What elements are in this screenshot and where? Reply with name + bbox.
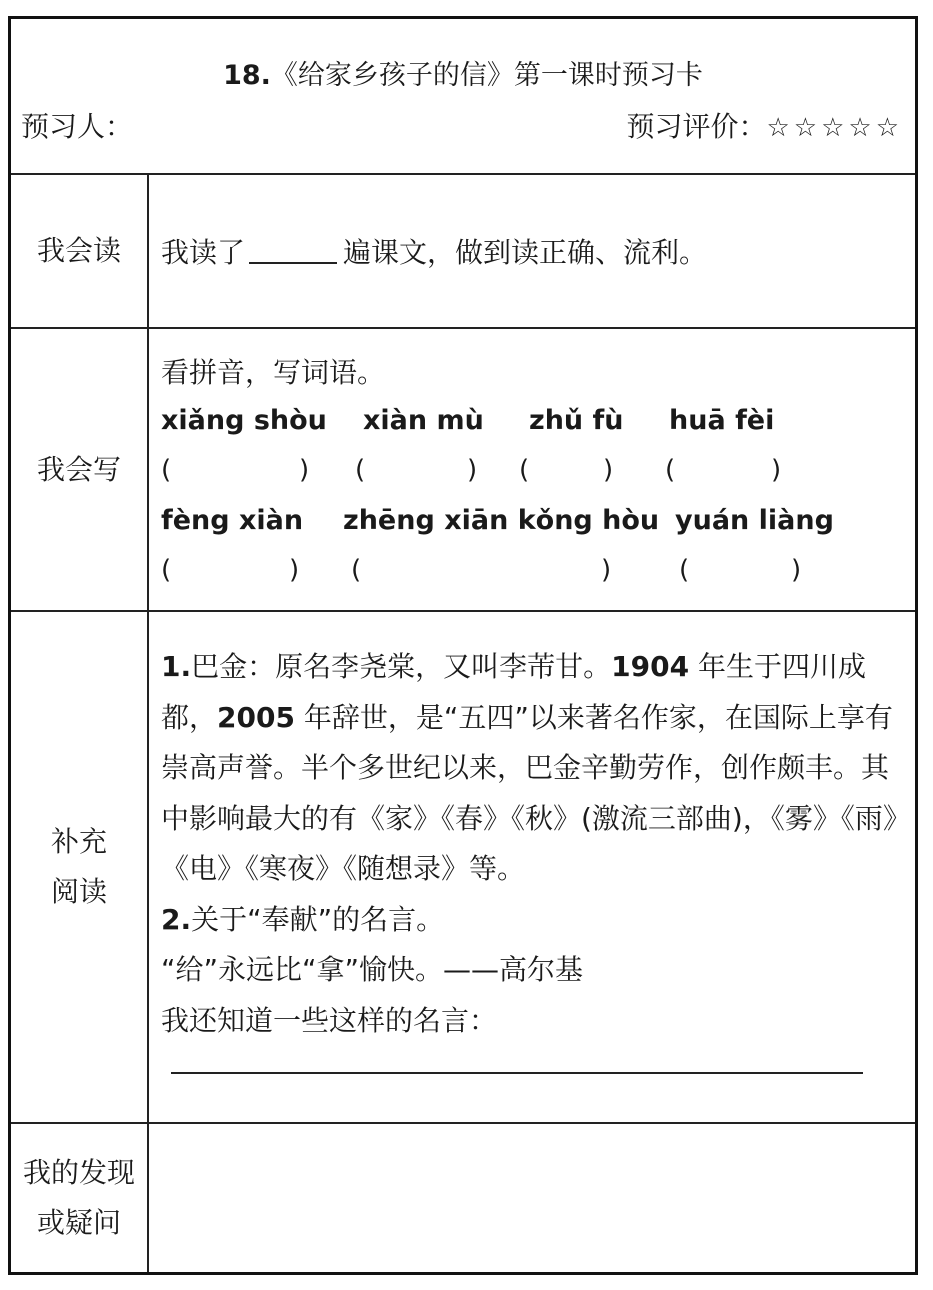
extra-reading-row: [11, 612, 915, 1124]
item-1-part-b: 年生于四川成都，: [161, 650, 866, 734]
pinyin-zhu-fu: zhǔ fù: [529, 405, 624, 436]
paren-open: (: [351, 555, 362, 585]
read-sentence: [161, 231, 707, 271]
quote: “给”永远比“拿”愉快。——高尔基: [161, 953, 584, 986]
paren-open: (: [519, 455, 530, 485]
extra-reading-label: [11, 612, 149, 1122]
discover-answer-area[interactable]: [161, 1124, 905, 1272]
paren-close: ): [601, 555, 612, 585]
quote-prompt: 我还知道一些这样的名言：: [161, 1003, 498, 1037]
pinyin-yuan-liang: yuán liàng: [675, 505, 834, 536]
paren-open: (: [679, 555, 690, 585]
discover-label-line1: 我的发现: [22, 1156, 135, 1189]
extra-label-line2: 阅读: [50, 875, 107, 908]
item-2-text: 关于“奉献”的名言。: [191, 902, 445, 936]
paren-open: (: [355, 455, 366, 485]
pinyin-hua-fei: huā fèi: [669, 405, 775, 436]
item-1-part-a: 巴金：原名李尧棠，又叫李芾甘。: [191, 650, 612, 683]
rating-label: 预习评价：: [626, 110, 767, 143]
paren-open: (: [161, 455, 172, 485]
paren-close: ): [791, 555, 802, 585]
item-2-number: 2.: [161, 902, 192, 936]
paren-close: ): [467, 455, 478, 485]
discover-row: [11, 1124, 915, 1272]
header-row: [11, 19, 915, 175]
pinyin-zheng-xian-kong-hou: zhēng xiān kǒng hòu: [343, 505, 660, 536]
extra-reading-content: [161, 612, 905, 1122]
pinyin-xian-mu: xiàn mù: [363, 405, 484, 436]
rating-stars[interactable]: ☆☆☆☆☆: [766, 113, 903, 143]
write-label: 我会写: [11, 329, 149, 610]
extra-label-line1: 补充: [50, 825, 107, 858]
pinyin-xiang-shou: xiǎng shòu: [161, 405, 327, 436]
year-2005: 2005: [217, 700, 295, 734]
read-suffix: 遍课文，做到读正确、流利。: [343, 236, 708, 269]
discover-label: [11, 1124, 149, 1272]
item-1-part-c: 年辞世，是“五四”以来著名作家，在国际上享有崇高声誉。半个多世纪以来，巴金辛勤劳作，创作颇丰。其中影响最大的有《家》《春》《秋》(激流三部曲)，《雾》《雨》《电》《寒夜》《随想录》等。: [161, 700, 897, 885]
paren-close: ): [299, 455, 310, 485]
discover-label-line2: 或疑问: [36, 1206, 121, 1239]
title-text: 《给家乡孩子的信》第一课时预习卡: [270, 60, 703, 91]
paren-close: ): [603, 455, 614, 485]
rating: [626, 105, 903, 145]
year-1904: 1904: [611, 650, 690, 683]
preview-card: [8, 16, 918, 1275]
read-content: [161, 175, 905, 327]
paren-close: ): [771, 455, 782, 485]
item-1-number: 1.: [161, 650, 192, 683]
paren-open: (: [161, 555, 172, 585]
paren-open: (: [665, 455, 676, 485]
preparer-label: 预习人：: [21, 110, 134, 143]
item-2: [161, 895, 905, 946]
read-row: [11, 175, 915, 329]
read-count-blank[interactable]: [249, 236, 337, 264]
item-1: [161, 642, 905, 895]
write-instruction: 看拼音，写词语。: [161, 356, 386, 389]
read-label: 我会读: [11, 175, 149, 327]
quote-answer-line[interactable]: [171, 1072, 863, 1074]
write-row: [11, 329, 915, 612]
title-number: 18.: [223, 60, 271, 91]
paren-close: ): [289, 555, 300, 585]
page-title: [11, 53, 915, 92]
write-content: [161, 329, 905, 610]
read-prefix: 我读了: [161, 236, 246, 269]
pinyin-feng-xian: fèng xiàn: [161, 505, 304, 536]
extra-reading-text: [161, 642, 905, 1046]
